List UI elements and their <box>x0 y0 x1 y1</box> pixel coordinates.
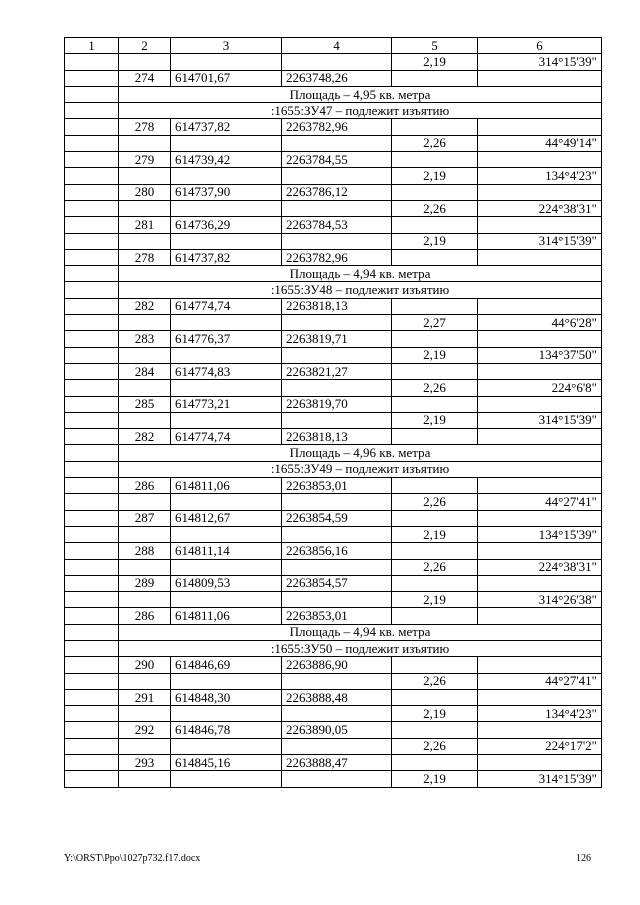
empty-cell <box>392 217 478 233</box>
coordinate-y: 2263782,96 <box>282 119 392 135</box>
empty-cell <box>119 526 171 542</box>
coordinate-x: 614776,37 <box>171 331 282 347</box>
empty-cell <box>282 380 392 396</box>
empty-cell <box>65 494 119 510</box>
coordinate-x: 614809,53 <box>171 575 282 591</box>
coordinate-x: 614701,67 <box>171 70 282 86</box>
header-cell-2: 2 <box>119 38 171 54</box>
empty-cell <box>65 412 119 428</box>
table-body <box>65 54 602 787</box>
empty-cell <box>478 689 602 705</box>
empty-cell <box>171 233 282 249</box>
empty-cell <box>392 478 478 494</box>
empty-cell <box>65 575 119 591</box>
table-row <box>65 54 602 70</box>
table-row <box>65 217 602 233</box>
empty-cell <box>392 429 478 445</box>
empty-cell <box>119 592 171 608</box>
empty-cell <box>65 233 119 249</box>
table-row <box>65 673 602 689</box>
empty-cell <box>478 755 602 771</box>
empty-cell <box>119 54 171 70</box>
header-cell-3: 3 <box>171 38 282 54</box>
empty-cell <box>119 771 171 787</box>
coordinate-x: 614848,30 <box>171 689 282 705</box>
table-row <box>65 738 602 754</box>
empty-cell <box>392 722 478 738</box>
table-row <box>65 200 602 216</box>
empty-cell <box>171 559 282 575</box>
empty-cell <box>65 266 119 282</box>
table-row <box>65 543 602 559</box>
point-number: 292 <box>119 722 171 738</box>
table-row <box>65 363 602 379</box>
empty-cell <box>65 608 119 624</box>
empty-cell <box>282 54 392 70</box>
empty-cell <box>392 689 478 705</box>
segment-length: 2,19 <box>392 771 478 787</box>
table-row <box>65 510 602 526</box>
empty-cell <box>392 119 478 135</box>
empty-cell <box>65 657 119 673</box>
empty-cell <box>65 510 119 526</box>
empty-cell <box>171 526 282 542</box>
empty-cell <box>282 168 392 184</box>
empty-cell <box>282 771 392 787</box>
coordinate-y: 2263853,01 <box>282 608 392 624</box>
point-number: 288 <box>119 543 171 559</box>
empty-cell <box>282 526 392 542</box>
point-number: 281 <box>119 217 171 233</box>
segment-length: 2,19 <box>392 54 478 70</box>
empty-cell <box>392 70 478 86</box>
coordinate-y: 2263854,57 <box>282 575 392 591</box>
empty-cell <box>282 200 392 216</box>
empty-cell <box>392 575 478 591</box>
empty-cell <box>65 119 119 135</box>
empty-cell <box>171 592 282 608</box>
table-row <box>65 706 602 722</box>
empty-cell <box>65 592 119 608</box>
coordinate-x: 614774,74 <box>171 429 282 445</box>
section-text: :1655:ЗУ48 – подлежит изъятию <box>119 282 602 298</box>
coordinate-y: 2263886,90 <box>282 657 392 673</box>
segment-length: 2,26 <box>392 494 478 510</box>
coordinates-table <box>64 37 602 788</box>
coordinate-y: 2263819,70 <box>282 396 392 412</box>
coordinate-y: 2263782,96 <box>282 249 392 265</box>
coordinate-y: 2263856,16 <box>282 543 392 559</box>
coordinate-x: 614812,67 <box>171 510 282 526</box>
empty-cell <box>171 771 282 787</box>
empty-cell <box>65 54 119 70</box>
segment-length: 2,19 <box>392 592 478 608</box>
table-row <box>65 119 602 135</box>
empty-cell <box>119 347 171 363</box>
table-row <box>65 70 602 86</box>
empty-cell <box>65 298 119 314</box>
empty-cell <box>65 282 119 298</box>
coordinate-y: 2263890,05 <box>282 722 392 738</box>
empty-cell <box>392 152 478 168</box>
empty-cell <box>478 608 602 624</box>
empty-cell <box>282 738 392 754</box>
segment-length: 2,26 <box>392 673 478 689</box>
footer-page-number: 126 <box>576 853 591 864</box>
empty-cell <box>65 771 119 787</box>
empty-cell <box>282 233 392 249</box>
empty-cell <box>171 347 282 363</box>
empty-cell <box>171 135 282 151</box>
header-cell-6: 6 <box>478 38 602 54</box>
coordinate-x: 614737,82 <box>171 119 282 135</box>
segment-length: 2,19 <box>392 347 478 363</box>
empty-cell <box>65 70 119 86</box>
table-row <box>65 722 602 738</box>
footer-file-path: Y:\ORST\Ppo\1027p732.f17.docx <box>64 853 201 864</box>
direction-angle: 134°37'50" <box>478 347 602 363</box>
empty-cell <box>119 706 171 722</box>
empty-cell <box>478 510 602 526</box>
coordinate-x: 614846,69 <box>171 657 282 673</box>
empty-cell <box>282 315 392 331</box>
empty-cell <box>119 135 171 151</box>
point-number: 278 <box>119 119 171 135</box>
table-row <box>65 331 602 347</box>
header-cell-4: 4 <box>282 38 392 54</box>
empty-cell <box>392 249 478 265</box>
table-row <box>65 412 602 428</box>
empty-cell <box>65 249 119 265</box>
empty-cell <box>119 200 171 216</box>
point-number: 282 <box>119 298 171 314</box>
point-number: 291 <box>119 689 171 705</box>
point-number: 287 <box>119 510 171 526</box>
segment-length: 2,26 <box>392 559 478 575</box>
coordinate-x: 614811,06 <box>171 608 282 624</box>
header-cell-1: 1 <box>65 38 119 54</box>
coordinate-y: 2263888,47 <box>282 755 392 771</box>
coordinate-y: 2263854,59 <box>282 510 392 526</box>
empty-cell <box>65 738 119 754</box>
empty-cell <box>478 70 602 86</box>
table-section-row <box>65 282 602 298</box>
empty-cell <box>392 755 478 771</box>
direction-angle: 224°17'2" <box>478 738 602 754</box>
coordinate-x: 614737,90 <box>171 184 282 200</box>
empty-cell <box>478 331 602 347</box>
table-row <box>65 478 602 494</box>
segment-length: 2,27 <box>392 315 478 331</box>
segment-length: 2,19 <box>392 412 478 428</box>
empty-cell <box>65 200 119 216</box>
empty-cell <box>171 200 282 216</box>
empty-cell <box>65 217 119 233</box>
coordinate-y: 2263853,01 <box>282 478 392 494</box>
table-row <box>65 575 602 591</box>
empty-cell <box>65 429 119 445</box>
point-number: 280 <box>119 184 171 200</box>
empty-cell <box>478 396 602 412</box>
direction-angle: 134°15'39" <box>478 526 602 542</box>
empty-cell <box>65 461 119 477</box>
empty-cell <box>478 217 602 233</box>
empty-cell <box>478 298 602 314</box>
empty-cell <box>65 755 119 771</box>
empty-cell <box>282 673 392 689</box>
point-number: 274 <box>119 70 171 86</box>
empty-cell <box>65 706 119 722</box>
empty-cell <box>119 738 171 754</box>
segment-length: 2,26 <box>392 200 478 216</box>
coordinate-y: 2263786,12 <box>282 184 392 200</box>
empty-cell <box>65 363 119 379</box>
table-row <box>65 380 602 396</box>
table-row <box>65 771 602 787</box>
table-row <box>65 559 602 575</box>
table-row <box>65 135 602 151</box>
empty-cell <box>478 429 602 445</box>
empty-cell <box>478 363 602 379</box>
coordinate-x: 614774,83 <box>171 363 282 379</box>
empty-cell <box>65 624 119 640</box>
empty-cell <box>65 673 119 689</box>
point-number: 289 <box>119 575 171 591</box>
empty-cell <box>392 543 478 559</box>
coordinate-y: 2263818,13 <box>282 429 392 445</box>
empty-cell <box>478 722 602 738</box>
empty-cell <box>392 298 478 314</box>
empty-cell <box>392 396 478 412</box>
empty-cell <box>282 494 392 510</box>
table-row <box>65 233 602 249</box>
empty-cell <box>478 184 602 200</box>
coordinate-y: 2263818,13 <box>282 298 392 314</box>
empty-cell <box>392 331 478 347</box>
coordinate-y: 2263784,53 <box>282 217 392 233</box>
direction-angle: 134°4'23" <box>478 168 602 184</box>
empty-cell <box>478 152 602 168</box>
empty-cell <box>171 673 282 689</box>
table-row <box>65 689 602 705</box>
empty-cell <box>478 543 602 559</box>
table-row <box>65 494 602 510</box>
table-row <box>65 315 602 331</box>
direction-angle: 314°15'39" <box>478 233 602 249</box>
table-row <box>65 168 602 184</box>
empty-cell <box>171 54 282 70</box>
empty-cell <box>65 152 119 168</box>
empty-cell <box>171 706 282 722</box>
empty-cell <box>119 412 171 428</box>
coordinate-x: 614773,21 <box>171 396 282 412</box>
empty-cell <box>119 673 171 689</box>
empty-cell <box>478 249 602 265</box>
table-row <box>65 608 602 624</box>
coordinate-x: 614846,78 <box>171 722 282 738</box>
section-text: Площадь – 4,95 кв. метра <box>119 86 602 102</box>
empty-cell <box>65 380 119 396</box>
empty-cell <box>282 706 392 722</box>
empty-cell <box>392 608 478 624</box>
table-row <box>65 429 602 445</box>
section-text: :1655:ЗУ47 – подлежит изъятию <box>119 103 602 119</box>
empty-cell <box>65 559 119 575</box>
table-section-row <box>65 445 602 461</box>
section-text: Площадь – 4,96 кв. метра <box>119 445 602 461</box>
direction-angle: 314°15'39" <box>478 771 602 787</box>
empty-cell <box>282 559 392 575</box>
empty-cell <box>65 184 119 200</box>
empty-cell <box>65 103 119 119</box>
direction-angle: 224°6'8" <box>478 380 602 396</box>
table-section-row <box>65 86 602 102</box>
empty-cell <box>119 315 171 331</box>
empty-cell <box>65 135 119 151</box>
point-number: 282 <box>119 429 171 445</box>
header-row <box>65 38 602 54</box>
empty-cell <box>478 478 602 494</box>
coordinate-y: 2263784,55 <box>282 152 392 168</box>
direction-angle: 314°15'39" <box>478 54 602 70</box>
empty-cell <box>171 412 282 428</box>
coordinate-x: 614739,42 <box>171 152 282 168</box>
empty-cell <box>171 315 282 331</box>
coordinate-y: 2263821,27 <box>282 363 392 379</box>
empty-cell <box>171 380 282 396</box>
table-section-row <box>65 640 602 656</box>
direction-angle: 44°6'28" <box>478 315 602 331</box>
direction-angle: 224°38'31" <box>478 200 602 216</box>
table-row <box>65 347 602 363</box>
table-row <box>65 526 602 542</box>
table-section-row <box>65 266 602 282</box>
direction-angle: 314°15'39" <box>478 412 602 428</box>
empty-cell <box>119 233 171 249</box>
segment-length: 2,26 <box>392 380 478 396</box>
direction-angle: 134°4'23" <box>478 706 602 722</box>
direction-angle: 44°27'41" <box>478 673 602 689</box>
point-number: 284 <box>119 363 171 379</box>
empty-cell <box>282 347 392 363</box>
header-cell-5: 5 <box>392 38 478 54</box>
coordinate-x: 614774,74 <box>171 298 282 314</box>
direction-angle: 314°26'38" <box>478 592 602 608</box>
segment-length: 2,26 <box>392 135 478 151</box>
section-text: :1655:ЗУ50 – подлежит изъятию <box>119 640 602 656</box>
table-row <box>65 592 602 608</box>
point-number: 285 <box>119 396 171 412</box>
section-text: Площадь – 4,94 кв. метра <box>119 266 602 282</box>
empty-cell <box>171 738 282 754</box>
segment-length: 2,26 <box>392 738 478 754</box>
empty-cell <box>65 168 119 184</box>
table-row <box>65 755 602 771</box>
direction-angle: 44°27'41" <box>478 494 602 510</box>
empty-cell <box>65 347 119 363</box>
coordinate-y: 2263748,26 <box>282 70 392 86</box>
table-section-row <box>65 624 602 640</box>
empty-cell <box>392 510 478 526</box>
empty-cell <box>282 412 392 428</box>
empty-cell <box>171 494 282 510</box>
empty-cell <box>478 575 602 591</box>
point-number: 279 <box>119 152 171 168</box>
empty-cell <box>478 657 602 673</box>
direction-angle: 44°49'14" <box>478 135 602 151</box>
coordinate-y: 2263819,71 <box>282 331 392 347</box>
segment-length: 2,19 <box>392 706 478 722</box>
empty-cell <box>392 184 478 200</box>
empty-cell <box>65 396 119 412</box>
empty-cell <box>65 640 119 656</box>
table-row <box>65 249 602 265</box>
empty-cell <box>65 526 119 542</box>
table-row <box>65 184 602 200</box>
coordinate-x: 614736,29 <box>171 217 282 233</box>
empty-cell <box>119 494 171 510</box>
empty-cell <box>65 543 119 559</box>
segment-length: 2,19 <box>392 526 478 542</box>
coordinate-y: 2263888,48 <box>282 689 392 705</box>
empty-cell <box>119 559 171 575</box>
empty-cell <box>392 657 478 673</box>
empty-cell <box>65 445 119 461</box>
empty-cell <box>282 135 392 151</box>
section-text: :1655:ЗУ49 – подлежит изъятию <box>119 461 602 477</box>
point-number: 286 <box>119 608 171 624</box>
segment-length: 2,19 <box>392 168 478 184</box>
empty-cell <box>119 168 171 184</box>
point-number: 293 <box>119 755 171 771</box>
empty-cell <box>392 363 478 379</box>
point-number: 283 <box>119 331 171 347</box>
table-section-row <box>65 103 602 119</box>
table-row <box>65 396 602 412</box>
point-number: 278 <box>119 249 171 265</box>
point-number: 286 <box>119 478 171 494</box>
coordinate-x: 614811,06 <box>171 478 282 494</box>
table-row <box>65 657 602 673</box>
empty-cell <box>65 315 119 331</box>
segment-length: 2,19 <box>392 233 478 249</box>
coordinate-x: 614845,16 <box>171 755 282 771</box>
empty-cell <box>65 331 119 347</box>
section-text: Площадь – 4,94 кв. метра <box>119 624 602 640</box>
empty-cell <box>65 722 119 738</box>
coordinate-x: 614811,14 <box>171 543 282 559</box>
table-section-row <box>65 461 602 477</box>
empty-cell <box>478 119 602 135</box>
point-number: 290 <box>119 657 171 673</box>
direction-angle: 224°38'31" <box>478 559 602 575</box>
table-row <box>65 152 602 168</box>
empty-cell <box>119 380 171 396</box>
empty-cell <box>65 689 119 705</box>
empty-cell <box>65 86 119 102</box>
table-row <box>65 298 602 314</box>
coordinate-x: 614737,82 <box>171 249 282 265</box>
empty-cell <box>282 592 392 608</box>
empty-cell <box>171 168 282 184</box>
empty-cell <box>65 478 119 494</box>
